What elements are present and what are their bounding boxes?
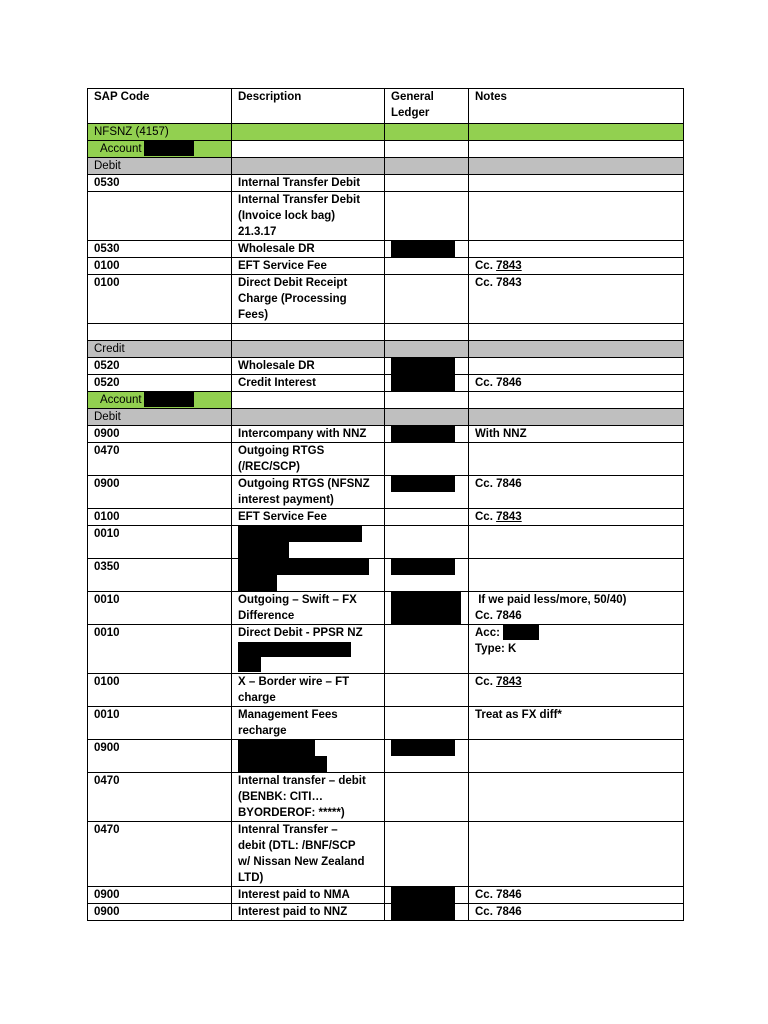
- table-row: [88, 740, 684, 773]
- account-cell: [88, 141, 232, 158]
- desc-line: Internal Transfer Debit: [238, 194, 361, 206]
- notes-cell: Cc. 7846: [469, 887, 684, 904]
- table-row: [88, 773, 684, 822]
- notes-cell: [469, 509, 684, 526]
- redaction-block: [391, 592, 461, 624]
- desc-line: Intenral Transfer –: [238, 824, 338, 836]
- desc-line: debit (DTL: /BNF/SCP: [238, 840, 356, 852]
- account-row: [88, 392, 684, 409]
- redaction-block: [238, 756, 327, 772]
- header-general-ledger: [385, 89, 469, 124]
- description-cell: [232, 476, 385, 509]
- notes-line: Acc:: [475, 627, 500, 639]
- sap-code-cell: 0100: [88, 275, 232, 324]
- table-row: [88, 509, 684, 526]
- desc-line: Outgoing RTGS (NFSNZ: [238, 478, 370, 490]
- sap-code-cell: 0010: [88, 592, 232, 625]
- description-cell: Credit Interest: [232, 375, 385, 392]
- desc-line: (BENBK: CITI…: [238, 791, 323, 803]
- description-cell: [232, 707, 385, 740]
- sap-code-cell: 0010: [88, 625, 232, 674]
- table-row: [88, 707, 684, 740]
- redaction-block: [391, 426, 455, 442]
- table-row: [88, 476, 684, 509]
- cost-center-number: 7843: [496, 511, 522, 523]
- account-label: Account: [100, 394, 142, 406]
- table-row: [88, 443, 684, 476]
- table-row: [88, 625, 684, 674]
- sap-code-cell: 0470: [88, 773, 232, 822]
- gl-cell: [385, 241, 469, 258]
- gl-cell: [385, 375, 469, 392]
- sap-code-cell: 0900: [88, 904, 232, 921]
- table-row: [88, 275, 684, 324]
- description-cell: Wholesale DR: [232, 358, 385, 375]
- redaction-block: [391, 887, 455, 904]
- header-sap-code: SAP Code: [88, 89, 232, 124]
- redaction-block: [238, 542, 289, 558]
- redaction-block: [144, 392, 194, 407]
- credit-label: Credit: [88, 341, 232, 358]
- description-cell: [232, 773, 385, 822]
- redaction-block: [238, 526, 362, 542]
- sap-code-cell: 0530: [88, 241, 232, 258]
- description-cell: [232, 192, 385, 241]
- desc-line: Difference: [238, 610, 295, 622]
- notes-cell: Cc. 7846: [469, 375, 684, 392]
- header-gl-line1: General: [391, 91, 434, 103]
- sap-code-cell: 0900: [88, 476, 232, 509]
- account-label: Account: [100, 143, 142, 155]
- gl-cell: [385, 592, 469, 625]
- sap-code-cell: 0520: [88, 375, 232, 392]
- sap-code-cell: 0470: [88, 443, 232, 476]
- description-cell: EFT Service Fee: [232, 258, 385, 275]
- debit-row: [88, 158, 684, 175]
- redaction-block: [238, 657, 261, 672]
- sap-code-cell: 0470: [88, 822, 232, 887]
- table-row: [88, 887, 684, 904]
- description-cell: [232, 526, 385, 559]
- gl-cell: [385, 426, 469, 443]
- notes-prefix: Cc.: [475, 676, 497, 688]
- description-cell: [232, 822, 385, 887]
- table-row: [88, 526, 684, 559]
- sap-code-cell: 0900: [88, 887, 232, 904]
- desc-line: Fees): [238, 309, 269, 321]
- redaction-block: [238, 575, 277, 591]
- redaction-block: [391, 241, 455, 257]
- desc-line: interest payment): [238, 494, 334, 506]
- redaction-block: [391, 476, 455, 492]
- notes-line: If we paid less/more, 50/40): [475, 594, 627, 606]
- notes-line: Type: K: [475, 643, 517, 655]
- gl-cell: [385, 476, 469, 509]
- desc-line: Management Fees: [238, 709, 338, 721]
- notes-cell: [469, 625, 684, 674]
- table-row: [88, 674, 684, 707]
- description-cell: [232, 443, 385, 476]
- notes-cell: Treat as FX diff*: [469, 707, 684, 740]
- table-row: [88, 192, 684, 241]
- description-cell: [232, 275, 385, 324]
- ledger-table: [87, 88, 684, 921]
- header-row: [88, 89, 684, 124]
- sap-code-cell: 0900: [88, 426, 232, 443]
- description-cell: Wholesale DR: [232, 241, 385, 258]
- sap-code-cell: 0530: [88, 175, 232, 192]
- table-row: [88, 559, 684, 592]
- sap-code-cell: 0010: [88, 707, 232, 740]
- redaction-block: [144, 141, 194, 156]
- description-cell: Interest paid to NMA: [232, 887, 385, 904]
- description-cell: [232, 740, 385, 773]
- account-row: [88, 141, 684, 158]
- cost-center-number: 7843: [496, 260, 522, 272]
- empty-row: [88, 324, 684, 341]
- notes-cell: [469, 592, 684, 625]
- sap-code-cell: 0010: [88, 526, 232, 559]
- desc-line: Charge (Processing: [238, 293, 347, 305]
- table-row: [88, 426, 684, 443]
- redaction-block: [391, 904, 455, 921]
- desc-line: Direct Debit - PPSR NZ: [238, 627, 363, 639]
- notes-line: Cc. 7846: [475, 610, 522, 622]
- sap-code-cell: 0350: [88, 559, 232, 592]
- table-row: [88, 904, 684, 921]
- redaction-block: [503, 625, 539, 640]
- description-cell: EFT Service Fee: [232, 509, 385, 526]
- redaction-block: [238, 642, 351, 657]
- redaction-block: [238, 559, 369, 575]
- description-cell: [232, 559, 385, 592]
- gl-cell: [385, 358, 469, 375]
- desc-line: BYORDEROF: *****): [238, 807, 345, 819]
- account-cell: [88, 392, 232, 409]
- desc-line: Outgoing RTGS: [238, 445, 325, 457]
- redaction-block: [391, 559, 455, 575]
- sap-code-cell: 0100: [88, 509, 232, 526]
- redaction-block: [391, 740, 455, 756]
- sap-code-cell: 0100: [88, 674, 232, 707]
- sap-code-cell: 0100: [88, 258, 232, 275]
- table-row: [88, 175, 684, 192]
- debit-row: [88, 409, 684, 426]
- gl-cell: [385, 559, 469, 592]
- credit-row: [88, 341, 684, 358]
- cost-center-number: 7843: [496, 676, 522, 688]
- redaction-block: [391, 358, 455, 375]
- gl-cell: [385, 887, 469, 904]
- desc-line: recharge: [238, 725, 287, 737]
- desc-line: (Invoice lock bag): [238, 210, 336, 222]
- table-row: [88, 258, 684, 275]
- description-cell: Interest paid to NNZ: [232, 904, 385, 921]
- debit-label: Debit: [88, 409, 232, 426]
- gl-cell: [385, 904, 469, 921]
- description-cell: Intercompany with NNZ: [232, 426, 385, 443]
- notes-cell: [469, 258, 684, 275]
- notes-cell: [469, 674, 684, 707]
- table-row: [88, 358, 684, 375]
- description-cell: [232, 592, 385, 625]
- notes-prefix: Cc.: [475, 260, 497, 272]
- desc-line: X – Border wire – FT: [238, 676, 350, 688]
- desc-line: charge: [238, 692, 276, 704]
- notes-cell: Cc. 7846: [469, 904, 684, 921]
- redaction-block: [238, 740, 315, 756]
- description-cell: [232, 625, 385, 674]
- gl-cell: [385, 740, 469, 773]
- notes-cell: Cc. 7843: [469, 275, 684, 324]
- desc-line: LTD): [238, 872, 264, 884]
- header-gl-line2: Ledger: [391, 107, 430, 119]
- section-title: NFSNZ (4157): [88, 124, 232, 141]
- table-row: [88, 241, 684, 258]
- desc-line: (/REC/SCP): [238, 461, 300, 473]
- description-cell: [232, 674, 385, 707]
- description-cell: Internal Transfer Debit: [232, 175, 385, 192]
- notes-cell: With NNZ: [469, 426, 684, 443]
- table-row: [88, 592, 684, 625]
- notes-prefix: Cc.: [475, 511, 497, 523]
- table-row: [88, 822, 684, 887]
- header-notes: Notes: [469, 89, 684, 124]
- debit-label: Debit: [88, 158, 232, 175]
- desc-line: Direct Debit Receipt: [238, 277, 348, 289]
- sap-code-cell: 0900: [88, 740, 232, 773]
- notes-cell: Cc. 7846: [469, 476, 684, 509]
- desc-line: Internal transfer – debit: [238, 775, 366, 787]
- table-row: [88, 375, 684, 392]
- desc-line: 21.3.17: [238, 226, 277, 238]
- header-description: Description: [232, 89, 385, 124]
- redaction-block: [391, 375, 455, 392]
- section-row: [88, 124, 684, 141]
- sap-code-cell: 0520: [88, 358, 232, 375]
- desc-line: w/ Nissan New Zealand: [238, 856, 365, 868]
- desc-line: Outgoing – Swift – FX: [238, 594, 357, 606]
